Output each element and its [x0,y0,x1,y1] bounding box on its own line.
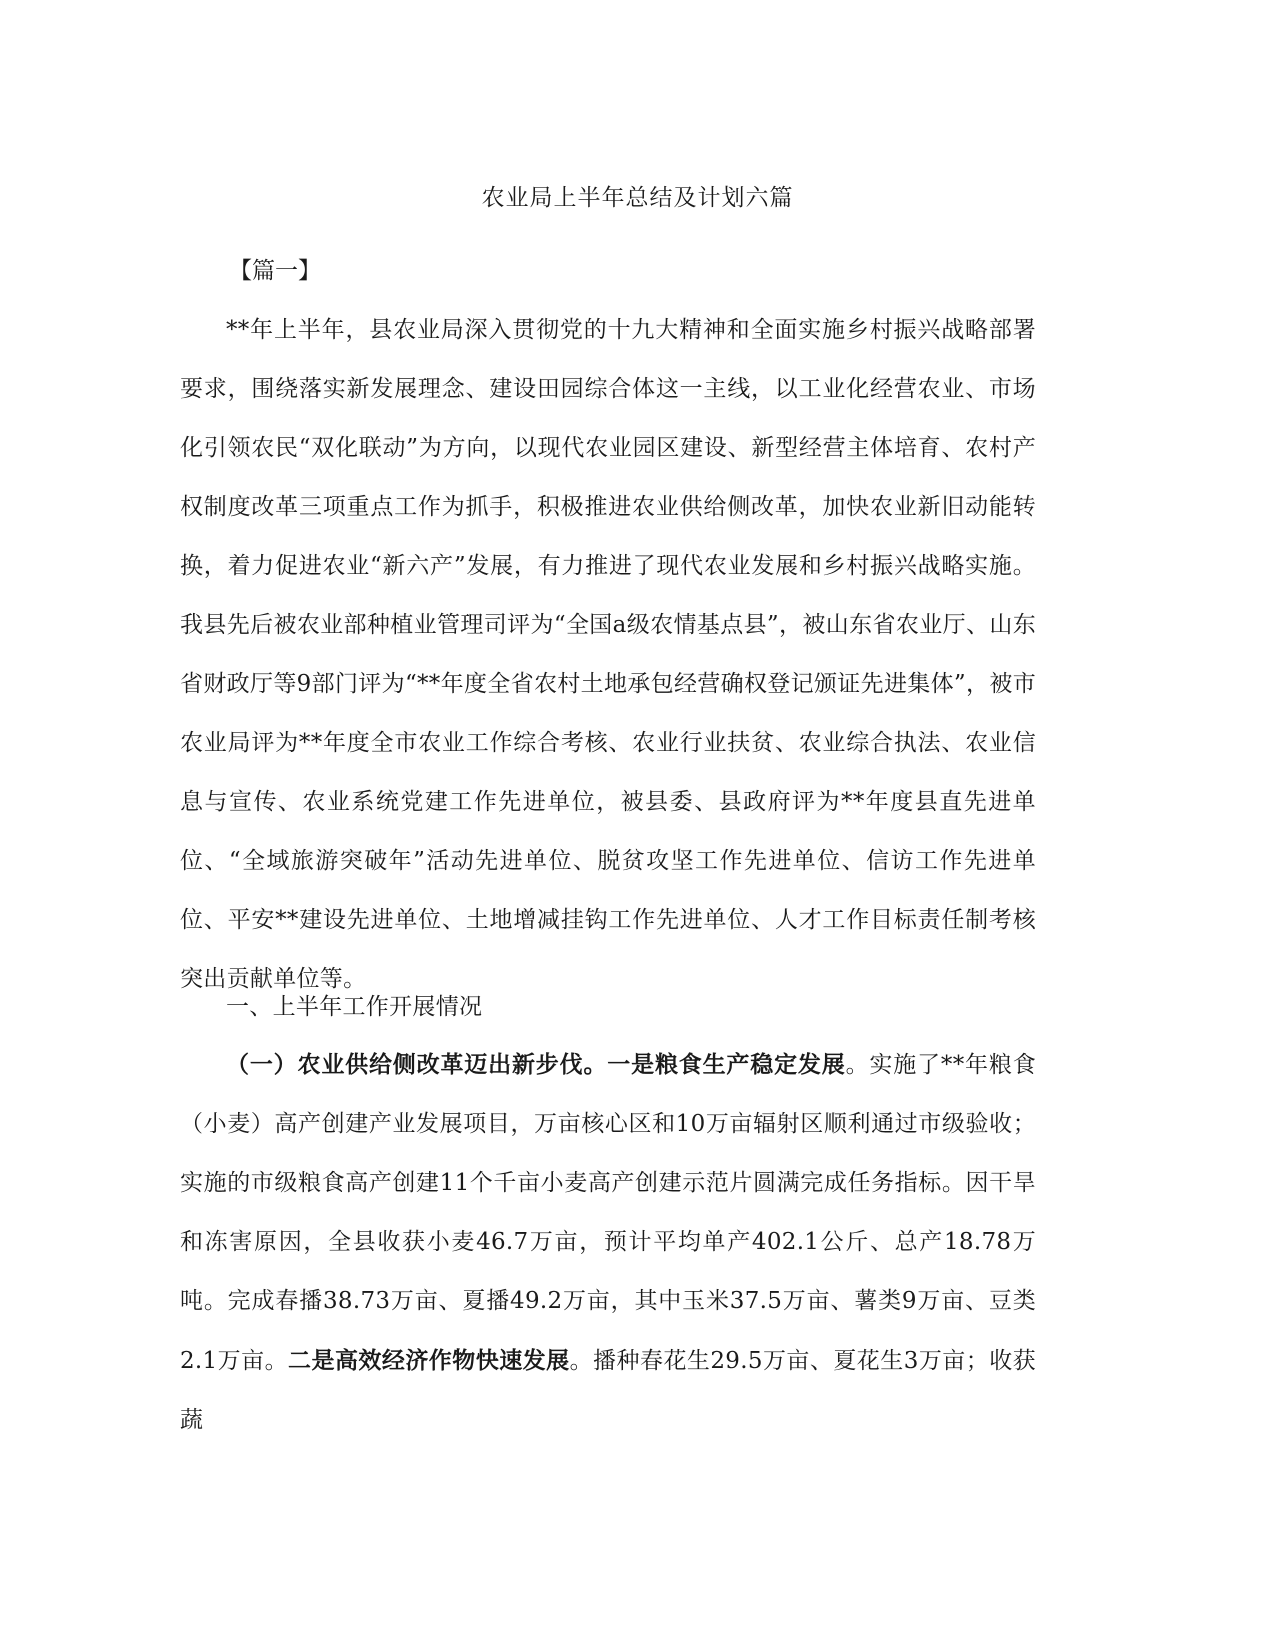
section-1-paragraph [180,1035,1036,1450]
point-2-heading: 二是高效经济作物快速发展 [288,1347,570,1374]
point-2-text: 。播种春花生29.5万亩、夏花生3万亩；收获蔬 [180,1348,1036,1433]
point-1-heading: 一是粮食生产稳定发展 [607,1051,846,1078]
document-title: 农业局上半年总结及计划六篇 [481,185,794,211]
intro-paragraph: **年上半年，县农业局深入贯彻党的十九大精神和全面实施乡村振兴战略部署要求，围绕落实新发展理念、建设田园综合体这一主线，以工业化经营农业、市场化引领农民“双化联动”为方向，以现代农业园区建设、新型经营主体培育、农村产权制度改革三项重点工作为抓手，积极推进农业供给侧改革，加快农业新旧动能转换，着力促进农业“新六产”发展，有力推进了现代农业发展和乡村振兴战略实施。我县先后被农业部种植业管理司评为“全国a级农情基点县”，被山东省农业厅、山东省财政厅等9部门评为“**年度全省农村土地承包经营确权登记颁证先进集体”，被市农业局评为**年度全市农业工作综合考核、农业行业扶贫、农业综合执法、农业信息与宣传、农业系统党建工作先进单位，被县委、县政府评为**年度县直先进单位、“全域旅游突破年”活动先进单位、脱贫攻坚工作先进单位、信访工作先进单位、平安**建设先进单位、土地增减挂钩工作先进单位、人才工作目标责任制考核突出贡献单位等。 [180,317,1036,992]
section-1-lead: （一）农业供给侧改革迈出新步伐。 [226,1051,608,1078]
section-marker: 【篇一】 [229,258,321,284]
section-heading: 一、上半年工作开展情况 [226,994,483,1020]
point-1-text: 。实施了**年粮食（小麦）高产创建产业发展项目，万亩核心区和10万亩辐射区顺利通过市级验收；实施的市级粮食高产创建11个千亩小麦高产创建示范片圆满完成任务指标。因干旱和冻害原因，全县收获小麦46.7万亩，预计平均单产402.1公斤、总产18.78万吨。完成春播38.73万亩、夏播49.2万亩，其中玉米37.5万亩、薯类9万亩、豆类2.1万亩。 [180,1052,1037,1374]
